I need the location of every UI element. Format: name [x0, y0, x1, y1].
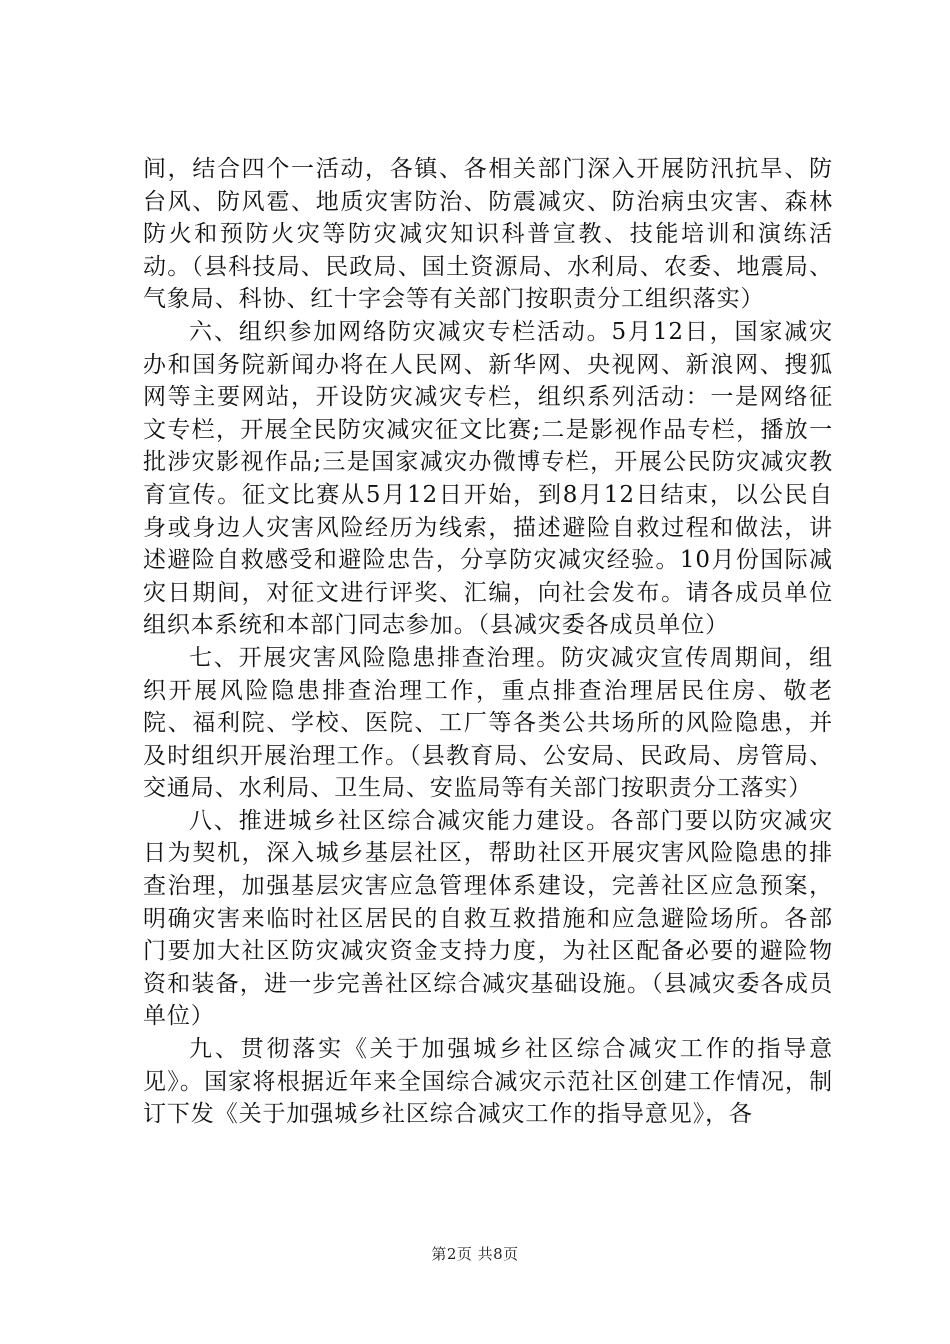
paragraph-six: 六、组织参加网络防灾减灾专栏活动。5月12日，国家减灾办和国务院新闻办将在人民网、新华网、央视网、新浪网、搜狐网等主要网站，开设防灾减灾专栏，组织系列活动：一是网络征文专栏，开展全民防灾减灾征文比赛;二是影视作品专栏，播放一批涉灾影视作品;三是国家减灾办微博专栏，开展公民防灾减灾教育宣传。征文比赛从5月12日开始，到8月12日结束，以公民自身或身边人灾害风险经历为线索，描述避险自救过程和做法，讲述避险自救感受和避险忠告，分享防灾减灾经验。10月份国际减灾日期间，对征文进行评奖、汇编，向社会发布。请各成员单位组织本系统和本部门同志参加。（县减灾委各成员单位）	[143, 318, 833, 639]
paragraph-nine: 九、贯彻落实《关于加强城乡社区综合减灾工作的指导意见》。国家将根据近年来全国综合减灾示范社区创建工作情况，制订下发《关于加强城乡社区综合减灾工作的指导意见》，各	[143, 1036, 833, 1128]
page-footer: 第2页 共8页	[431, 1245, 519, 1263]
paragraph-continuation: 间，结合四个一活动，各镇、各相关部门深入开展防汛抗旱、防台风、防风雹、地质灾害防治、防震减灾、防治病虫灾害、森林防火和预防火灾等防灾减灾知识科普宣教、技能培训和演练活动。（县科技局、民政局、国土资源局、水利局、农委、地震局、气象局、科协、红十字会等有关部门按职责分工组织落实）	[143, 156, 833, 313]
paragraph-seven: 七、开展灾害风险隐患排查治理。防灾减灾宣传周期间，组织开展风险隐患排查治理工作，重点排查治理居民住房、敬老院、福利院、学校、医院、工厂等各类公共场所的风险隐患，并及时组织开展治理工作。（县教育局、公安局、民政局、房管局、交通局、水利局、卫生局、安监局等有关部门按职责分工落实）	[143, 644, 833, 802]
document-body	[143, 153, 833, 1131]
paragraph-eight: 八、推进城乡社区综合减灾能力建设。各部门要以防灾减灾日为契机，深入城乡基层社区，帮助社区开展灾害风险隐患的排查治理，加强基层灾害应急管理体系建设，完善社区应急预案，明确灾害来临时社区居民的自救互救措施和应急避险场所。各部门要加大社区防灾减灾资金支持力度，为社区配备必要的避险物资和装备，进一步完善社区综合减灾基础设施。（县减灾委各成员单位）	[143, 807, 833, 1030]
